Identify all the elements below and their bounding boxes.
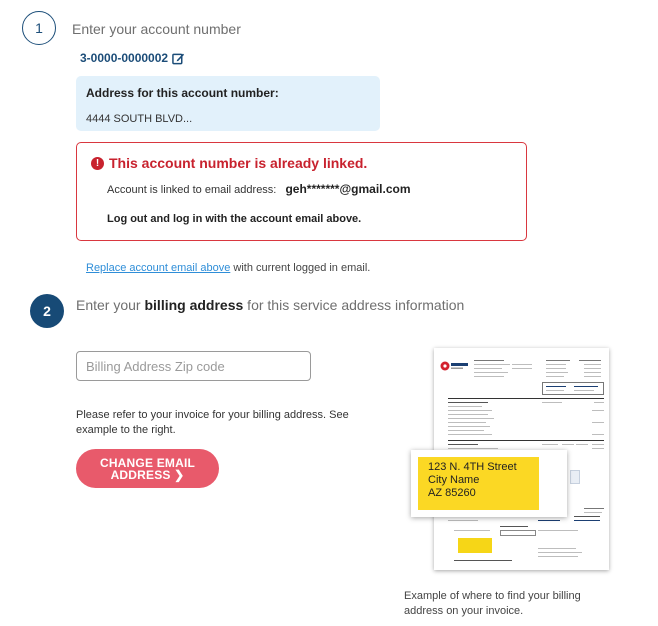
change-email-address-button[interactable] (76, 449, 219, 488)
invoice-caption: Example of where to find your billing address on your invoice. (404, 590, 581, 617)
step-1-indicator (22, 11, 56, 45)
error-instruction: Log out and log in with the account email above. (107, 213, 362, 225)
replace-email-rest: with current logged in email. (230, 262, 371, 274)
billing-refer-text: Please refer to your invoice for your billing address. See example to the right. (76, 409, 349, 436)
change-button-line2: ADDRESS ❯ (110, 467, 185, 482)
step-2-title-bold: billing address (144, 297, 244, 313)
error-title (91, 155, 367, 171)
account-address-title: Address for this account number: (86, 86, 279, 100)
edit-icon[interactable] (172, 52, 185, 65)
billing-address-line2: City Name (428, 474, 480, 486)
billing-address-highlight (418, 457, 539, 510)
step-2-title-prefix: Enter your (76, 297, 145, 313)
account-address-value: 4444 SOUTH BLVD... (86, 113, 193, 125)
step-2-title-suffix: for this service address information (243, 297, 465, 313)
error-icon: ! (91, 157, 104, 170)
billing-address-callout (411, 450, 567, 517)
step-2-number: 2 (43, 303, 51, 319)
account-address-box (76, 76, 380, 131)
error-title-text: This account number is already linked. (109, 155, 368, 171)
step-1-title: Enter your account number (72, 21, 241, 37)
republic-logo-icon (440, 360, 470, 372)
linked-email-label: Account is linked to email address: (107, 184, 277, 196)
invoice-address-highlight (458, 538, 492, 553)
billing-zip-input[interactable] (76, 351, 311, 381)
replace-email-line (86, 262, 370, 274)
account-number-row (80, 51, 185, 65)
change-button-line1: CHANGE EMAIL (99, 455, 196, 470)
invoice-totals-box (542, 382, 604, 395)
linked-email-value: geh*******@gmail.com (285, 182, 411, 196)
invoice-amount-box (500, 530, 536, 536)
billing-address-line3: AZ 85260 (428, 487, 476, 499)
step-2-indicator (30, 294, 64, 328)
step-2-title (76, 297, 464, 313)
replace-email-link[interactable]: Replace account email above (86, 262, 231, 274)
billing-address-line1: 123 N. 4TH Street (428, 461, 517, 473)
account-linked-error (76, 142, 527, 241)
linked-email-line (107, 182, 411, 196)
step-1-number: 1 (35, 20, 43, 36)
account-number: 3-0000-0000002 (80, 51, 169, 65)
